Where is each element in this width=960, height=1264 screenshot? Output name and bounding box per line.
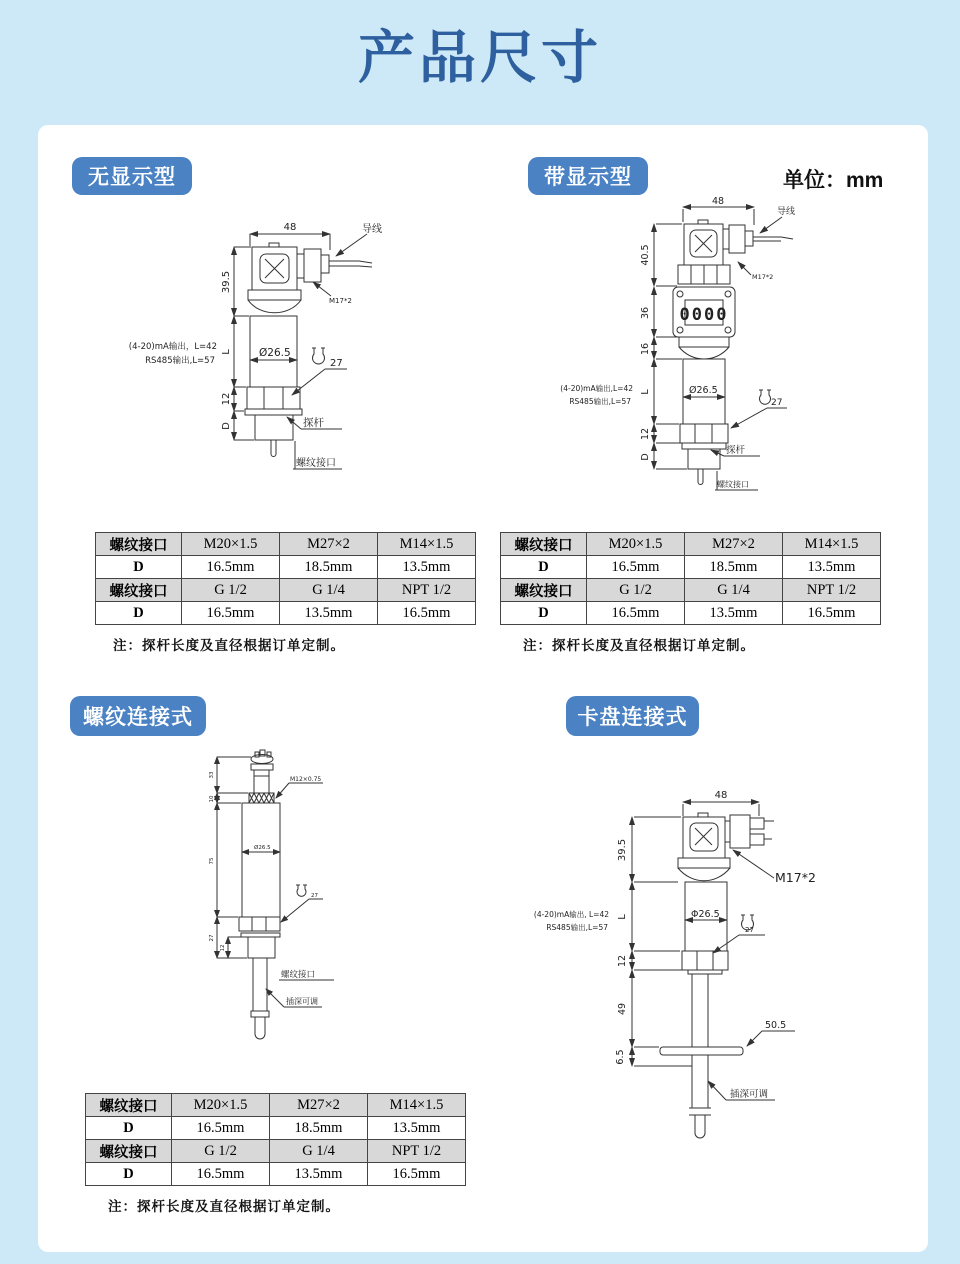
output-note-1: (4-20)mA输出,L=42 bbox=[560, 384, 633, 393]
port-label: 螺纹接口 bbox=[717, 480, 749, 489]
cell: M14×1.5 bbox=[378, 533, 476, 556]
cell: D bbox=[96, 556, 182, 579]
diameter-label: Ø26.5 bbox=[689, 385, 718, 396]
no-display-dimensions bbox=[234, 234, 367, 469]
cell: 16.5mm bbox=[182, 602, 280, 625]
dim-hex-label: 12 bbox=[617, 954, 628, 968]
cell: 13.5mm bbox=[280, 602, 378, 625]
cell: 16.5mm bbox=[172, 1163, 270, 1186]
depth-label: 插深可调 bbox=[286, 997, 318, 1006]
wrench-icon bbox=[296, 885, 307, 896]
cell: 螺纹接口 bbox=[86, 1094, 172, 1117]
diameter-label: Ø26.5 bbox=[259, 347, 291, 359]
threaded-dimensions bbox=[217, 757, 334, 1007]
cell: NPT 1/2 bbox=[783, 579, 881, 602]
hex-size-label: 27 bbox=[311, 893, 318, 899]
dim-neck-label: 16 bbox=[640, 342, 651, 356]
cell: G 1/2 bbox=[182, 579, 280, 602]
cell: 16.5mm bbox=[587, 602, 685, 625]
cell: 18.5mm bbox=[280, 556, 378, 579]
hex-size-label: 27 bbox=[745, 926, 754, 934]
probe-label: 探杆 bbox=[726, 445, 746, 456]
cell: NPT 1/2 bbox=[368, 1140, 466, 1163]
depth-label: 插深可调 bbox=[730, 1089, 769, 1100]
wire-label: 导线 bbox=[777, 207, 796, 217]
port-label: 螺纹接口 bbox=[281, 970, 316, 980]
table-note: 注：探杆长度及直径根据订单定制。 bbox=[523, 638, 755, 653]
cell: 13.5mm bbox=[783, 556, 881, 579]
cell: M27×2 bbox=[280, 533, 378, 556]
cell: M20×1.5 bbox=[172, 1094, 270, 1117]
dim-d-label: D bbox=[640, 453, 651, 461]
cell: 16.5mm bbox=[783, 602, 881, 625]
cell: 16.5mm bbox=[587, 556, 685, 579]
cell: 13.5mm bbox=[368, 1117, 466, 1140]
dim-lower-label: 27 bbox=[209, 934, 215, 942]
dim-width-label: 48 bbox=[714, 790, 728, 801]
cell: 螺纹接口 bbox=[501, 533, 587, 556]
cell: G 1/4 bbox=[270, 1140, 368, 1163]
wrench-icon bbox=[759, 390, 771, 404]
dim-length-label: L bbox=[221, 349, 232, 355]
clamp-labels bbox=[534, 790, 816, 1100]
dim-length-label: L bbox=[640, 389, 651, 395]
with-display-dimensions bbox=[654, 207, 787, 490]
lcd-display-value: 0000 bbox=[679, 305, 729, 325]
disc-diameter-label: 50.5 bbox=[765, 1020, 787, 1031]
section-badge-clamp: 卡盘连接式 bbox=[566, 696, 699, 736]
dim-body-label: 75 bbox=[209, 857, 215, 865]
dim-width-label: 48 bbox=[711, 196, 725, 207]
probe-label: 探杆 bbox=[303, 417, 324, 429]
cell: G 1/2 bbox=[587, 579, 685, 602]
dim-disc-label: 6.5 bbox=[615, 1049, 626, 1065]
wrench-icon bbox=[312, 348, 325, 364]
cell: 18.5mm bbox=[685, 556, 783, 579]
drawing-with-display bbox=[540, 195, 940, 505]
cell: M14×1.5 bbox=[368, 1094, 466, 1117]
cell: 16.5mm bbox=[378, 602, 476, 625]
cell: 螺纹接口 bbox=[86, 1140, 172, 1163]
drawing-no-display bbox=[120, 200, 480, 500]
cell: 16.5mm bbox=[368, 1163, 466, 1186]
cell: D bbox=[96, 602, 182, 625]
thread-label: M12×0.75 bbox=[290, 776, 322, 783]
dim-hex-label: 12 bbox=[640, 427, 651, 441]
thread-label: M17*2 bbox=[329, 297, 352, 305]
output-note-2: RS485输出,L=57 bbox=[145, 356, 215, 366]
cell: M27×2 bbox=[270, 1094, 368, 1117]
cell: 16.5mm bbox=[182, 556, 280, 579]
cell: 螺纹接口 bbox=[96, 579, 182, 602]
drawing-threaded bbox=[160, 745, 400, 1055]
thread-label: M17*2 bbox=[752, 273, 774, 281]
table-note: 注：探杆长度及直径根据订单定制。 bbox=[113, 638, 345, 653]
dim-knurl-label: 10 bbox=[209, 795, 215, 803]
dim-hex-label: 12 bbox=[221, 392, 232, 406]
cell: G 1/2 bbox=[172, 1140, 270, 1163]
dim-display-label: 36 bbox=[640, 306, 651, 320]
table-note: 注：探杆长度及直径根据订单定制。 bbox=[108, 1199, 340, 1214]
dim-d-label: D bbox=[221, 422, 232, 430]
port-label: 螺纹接口 bbox=[296, 458, 336, 469]
diameter-label: Ø26.5 bbox=[254, 845, 271, 851]
dim-height-label: 40.5 bbox=[640, 244, 651, 266]
page-title: 产品尺寸 bbox=[358, 26, 602, 90]
with-display-labels bbox=[560, 196, 795, 489]
dim-height-label: 39.5 bbox=[221, 270, 232, 294]
cell: G 1/4 bbox=[685, 579, 783, 602]
dim-top-label: 33 bbox=[209, 771, 215, 779]
diameter-label: Φ26.5 bbox=[691, 909, 720, 920]
section-badge-with-display: 带显示型 bbox=[528, 157, 648, 195]
cell: G 1/4 bbox=[280, 579, 378, 602]
cell: D bbox=[86, 1117, 172, 1140]
dim-inner-label: 12 bbox=[220, 944, 226, 952]
spec-table-threaded bbox=[85, 1093, 466, 1186]
dim-height-label: 39.5 bbox=[617, 838, 628, 862]
unit-label: 单位：mm bbox=[783, 169, 884, 192]
cell: D bbox=[501, 602, 587, 625]
section-badge-no-display: 无显示型 bbox=[72, 157, 192, 195]
cell: 13.5mm bbox=[685, 602, 783, 625]
cell: M14×1.5 bbox=[783, 533, 881, 556]
output-note-2: RS485输出,L=57 bbox=[546, 923, 608, 932]
spec-table-no-display bbox=[95, 532, 476, 625]
spec-table-with-display bbox=[500, 532, 881, 625]
hex-size-label: 27 bbox=[771, 398, 783, 408]
cell: M27×2 bbox=[685, 533, 783, 556]
cell: 18.5mm bbox=[270, 1117, 368, 1140]
dim-tube-label: 49 bbox=[617, 1002, 628, 1016]
output-note-2: RS485输出,L=57 bbox=[569, 397, 631, 406]
cell: 13.5mm bbox=[270, 1163, 368, 1186]
section-badge-threaded: 螺纹连接式 bbox=[70, 696, 206, 736]
cell: M20×1.5 bbox=[587, 533, 685, 556]
cell: 螺纹接口 bbox=[501, 579, 587, 602]
drawing-clamp bbox=[520, 780, 930, 1160]
thread-label: M17*2 bbox=[775, 870, 816, 885]
wire-label: 导线 bbox=[362, 224, 382, 235]
hex-size-label: 27 bbox=[330, 358, 343, 369]
dim-length-label: L bbox=[617, 914, 628, 920]
cell: 螺纹接口 bbox=[96, 533, 182, 556]
cell: 16.5mm bbox=[172, 1117, 270, 1140]
dim-width-label: 48 bbox=[283, 222, 297, 233]
output-note-1: (4-20)mA输出, L=42 bbox=[533, 910, 609, 919]
cell: NPT 1/2 bbox=[378, 579, 476, 602]
cell: 13.5mm bbox=[378, 556, 476, 579]
cell: M20×1.5 bbox=[182, 533, 280, 556]
output-note-1: (4-20)mA输出，L=42 bbox=[128, 342, 217, 352]
cell: D bbox=[86, 1163, 172, 1186]
cell: D bbox=[501, 556, 587, 579]
